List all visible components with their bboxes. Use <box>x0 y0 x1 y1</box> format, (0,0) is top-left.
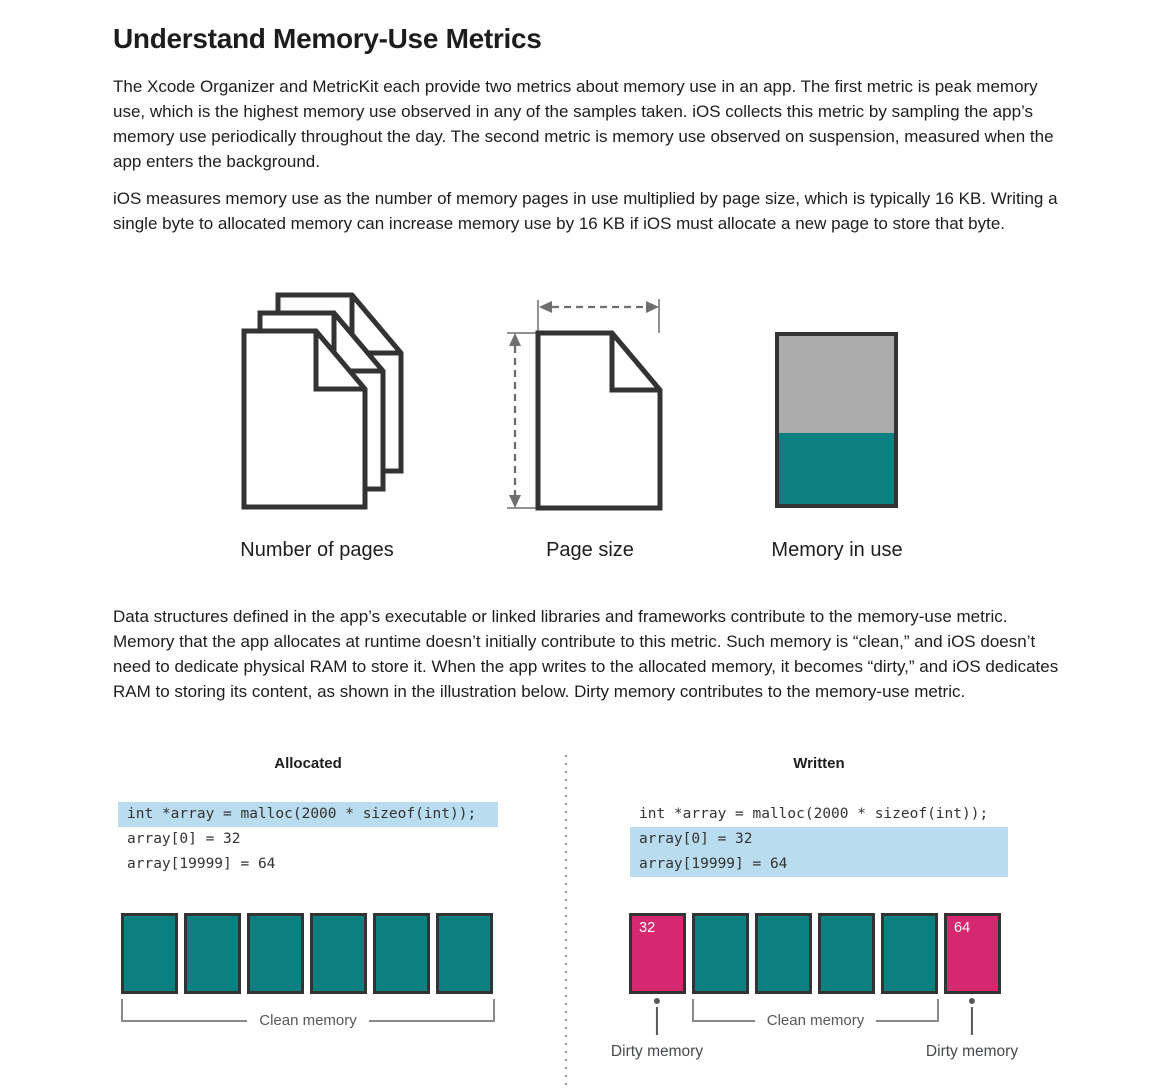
allocation-diagram <box>113 755 1061 1089</box>
clean-memory-label: Clean memory <box>259 1012 357 1029</box>
memory-cell-clean <box>436 913 493 994</box>
bracket-line <box>123 1020 247 1022</box>
allocated-memory-cells-row <box>121 913 493 994</box>
code-line: array[0] = 32 <box>127 831 241 847</box>
paragraph-page-size: iOS measures memory use as the number of memory pages in use multiplied by page size, which is typically 16 KB. Writing a single byte to allocated memory can increase memory use by 16 KB if iOS must allocate a new page to store that byte. <box>113 189 1058 233</box>
memory-cell-clean <box>184 913 241 994</box>
bracket-line <box>369 1020 493 1022</box>
free-memory-segment <box>779 336 894 433</box>
clean-memory-label: Clean memory <box>766 1012 865 1029</box>
clean-memory-bracket <box>121 999 495 1033</box>
paragraph-clean-dirty: Data structures defined in the app’s executable or linked libraries and frameworks contribute to the memory-use metric. Memory that the app allocates at runtime doesn’t initially contribute to this metric. Such memory is “clean,” and iOS doesn’t need to dedicate physical RAM to store it. When the app writes to the allocated memory, it becomes “dirty,” and iOS dedicates RAM to storing its content, as shown in the illustration below. Dirty memory contributes to the memory-use metric. <box>113 607 1059 701</box>
code-line: int *array = malloc(2000 * sizeof(int)); <box>118 802 498 827</box>
dirty-memory-pointer <box>611 998 703 1061</box>
bracket-tick <box>121 999 123 1022</box>
memory-cell-clean <box>310 913 367 994</box>
memory-cell-dirty <box>944 913 1001 994</box>
memory-cell-dirty <box>629 913 686 994</box>
memory-in-use-bar <box>775 332 898 508</box>
page-size-label: Page size <box>546 539 634 561</box>
allocated-panel-title: Allocated <box>274 755 342 772</box>
page-title: Understand Memory-Use Metrics <box>113 23 542 54</box>
bracket-line <box>694 1020 755 1022</box>
cell-value: 64 <box>954 920 971 936</box>
used-memory-segment <box>779 433 894 504</box>
pages-stack-icon <box>241 292 407 514</box>
memory-cell-clean <box>247 913 304 994</box>
number-of-pages-label: Number of pages <box>240 539 394 561</box>
written-memory-cells-row <box>629 913 1001 994</box>
memory-cell-clean <box>692 913 749 994</box>
pointer-stem <box>656 1007 658 1035</box>
pointer-dot <box>969 998 975 1004</box>
code-line: array[0] = 32 <box>630 827 1008 852</box>
page-size-measured-icon <box>505 297 665 513</box>
memory-cell-clean <box>755 913 812 994</box>
written-code-block <box>630 802 1008 877</box>
memory-cell-clean <box>121 913 178 994</box>
pointer-dot <box>654 998 660 1004</box>
dirty-memory-pointer <box>926 998 1018 1061</box>
pointer-stem <box>971 1007 973 1035</box>
bracket-tick <box>493 999 495 1022</box>
memory-formula-diagram <box>113 285 1061 585</box>
code-line: int *array = malloc(2000 * sizeof(int)); <box>639 806 989 822</box>
memory-cell-clean <box>881 913 938 994</box>
cell-value: 32 <box>639 920 656 936</box>
memory-cell-clean <box>373 913 430 994</box>
memory-cell-clean <box>818 913 875 994</box>
code-line: array[19999] = 64 <box>127 856 276 872</box>
allocated-code-block <box>118 802 498 877</box>
dirty-memory-label: Dirty memory <box>610 1043 704 1060</box>
dotted-divider <box>565 755 567 1085</box>
dirty-memory-label: Dirty memory <box>925 1043 1019 1060</box>
paragraph-metrics-overview: The Xcode Organizer and MetricKit each provide two metrics about memory use in an app. The first metric is peak memory use, which is the highest memory use observed in any of the samples taken. iOS collects this metric by sampling the app’s memory use periodically throughout the day. The second metric is memory use observed on suspension, measured when the app enters the background. <box>113 77 1054 171</box>
clean-memory-bracket <box>692 999 939 1033</box>
memory-in-use-label: Memory in use <box>771 539 903 561</box>
code-line: array[19999] = 64 <box>630 852 1008 877</box>
written-panel-title: Written <box>793 755 845 772</box>
